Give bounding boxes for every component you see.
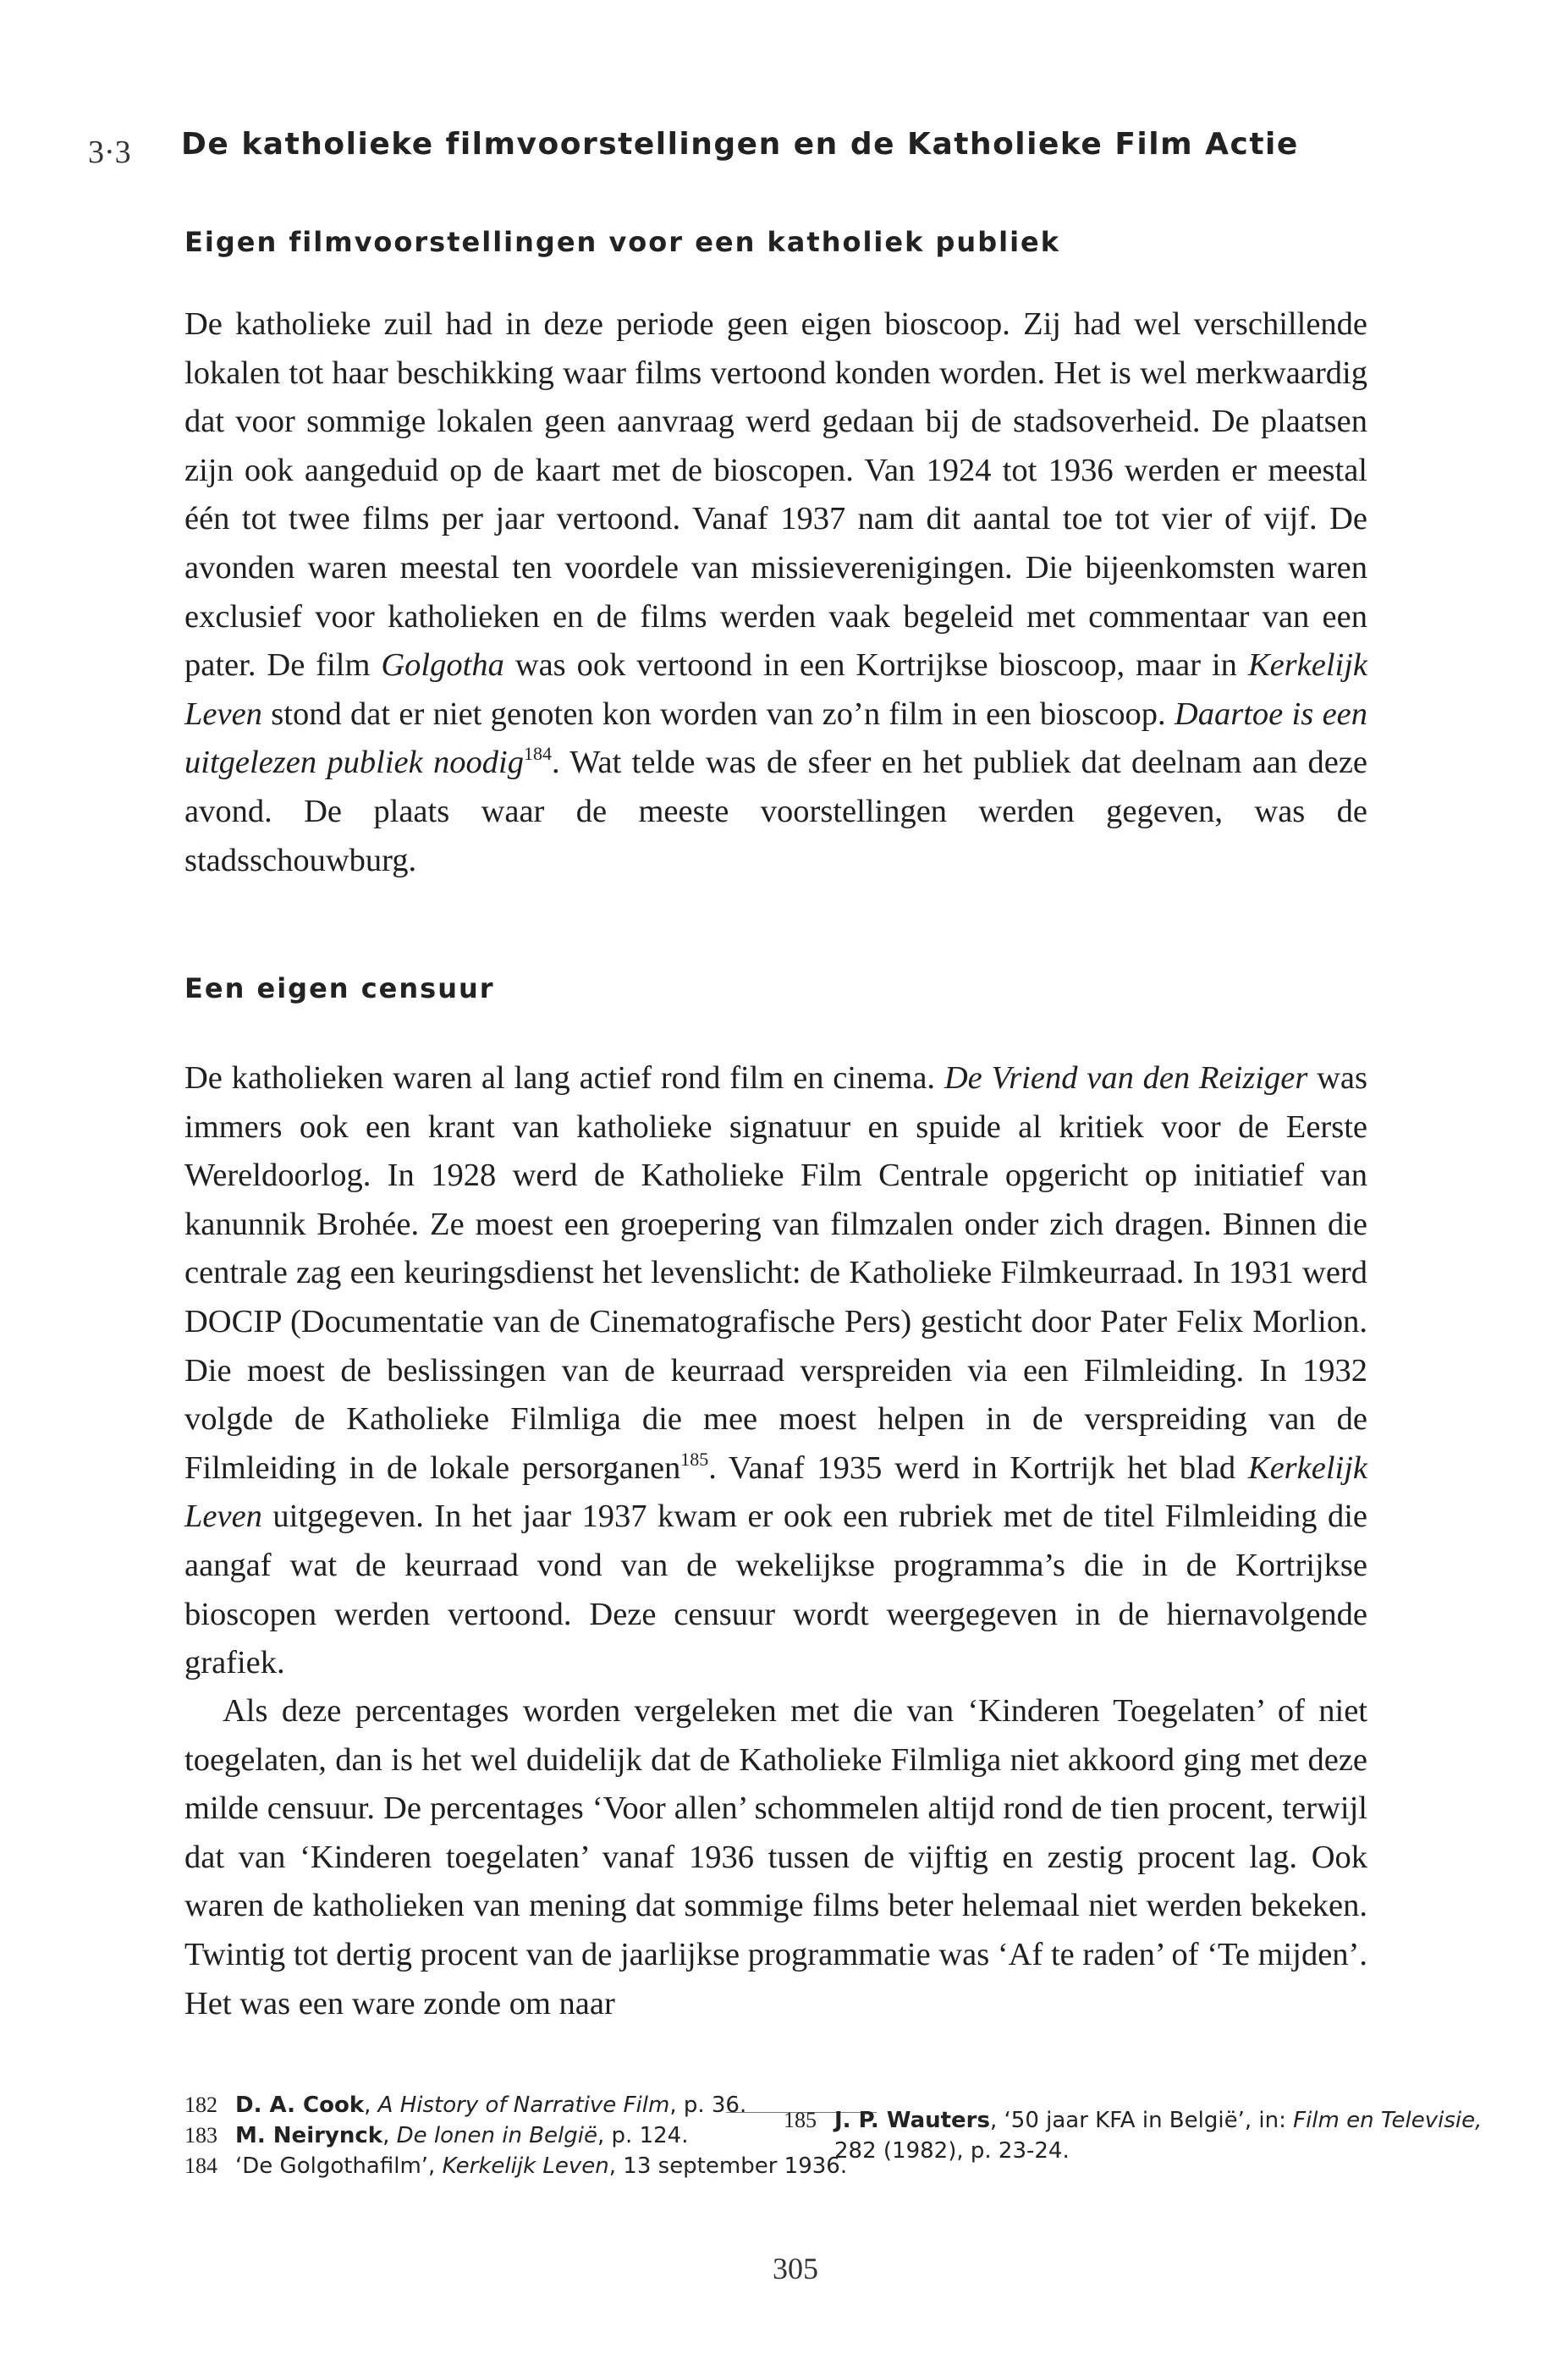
subsection-title-2: Een eigen censuur: [184, 972, 495, 1004]
paragraph-2: De katholieken waren al lang actief rond film en cinema. De Vriend van den Reiziger was immers ook een krant van katholieke signatuur en spuide al kritiek voor de Eerste Wereldoorlog. In 1928 werd de Katholieke Film Centrale opgericht op initiatief van kanunnik Brohée. Ze moest een groepering van filmzalen onder zich dragen. Binnen die centrale zag een keuringsdienst het levenslicht: de Katholieke Filmkeurraad. In 1931 werd DOCIP (Documentatie van de Cinematografische Pers) gesticht door Pater Felix Morlion. Die moest de beslissingen van de keurraad verspreiden via een Filmleiding. In 1932 volgde de Katholieke Filmliga die mee moest helpen in de verspreiding van de Filmleiding in de lokale persorganen$^{185}$. Vanaf 1935 werd in Kortrijk het blad Kerkelijk Leven uitgegeven. In het jaar 1937 kwam er ook een rubriek met de titel Filmleiding die aangaf wat de keurraad vond van de wekelijkse programma’s die in de Kortrijkse bioscopen werden vertoond. Deze censuur wordt weergegeven in de hiernavolgende grafiek.: [184, 1060, 1367, 1681]
subsection-title-1: Eigen filmvoorstellingen voor een katholiek publiek: [184, 226, 1061, 258]
footnote-ref-184[interactable]: 184: [524, 743, 553, 765]
footnote-184: 184 ‘De Golgothafilm’, Kerkelijk Leven, 13 september 1936.: [184, 2153, 848, 2179]
section-title: De katholieke filmvoorstellingen en de Katholieke Film Actie: [181, 127, 1299, 162]
section-number: 3·3: [88, 135, 131, 170]
paragraph-1: De katholieke zuil had in deze periode geen eigen bioscoop. Zij had wel verschillende lokalen tot haar beschikking waar films vertoond konden worden. Het is wel merkwaardig dat voor sommige lokalen geen aanvraag werd gedaan bij de stadsoverheid. De plaatsen zijn ook aangeduid op de kaart met de bioscopen. Van 1924 tot 1936 werden er meestal één tot twee films per jaar vertoond. Vanaf 1937 nam dit aantal toe tot vier of vijf. De avonden waren meestal ten voordele van missieverenigingen. Die bijeenkomsten waren exclusief voor katholieken en de films werden vaak begeleid met commentaar van een pater. De film Golgotha was ook vertoond in een Kortrijkse bioscoop, maar in Kerkelijk Leven stond dat er niet genoten kon worden van zo’n film in een bioscoop. Daartoe is een uitgelezen publiek noodig$^{184}$. Wat telde was de sfeer en het publiek dat deelnam aan deze avond. De plaats waar de meeste voorstellingen werden gegeven, was de stadsschouwburg.: [184, 306, 1367, 878]
footnote-185: 185 J. P. Wauters, ‘50 jaar KFA in België’, in: Film en Televisie, 282 (1982), p. 23-24.: [784, 2108, 1483, 2164]
footnote-183: 183 M. Neirynck, De lonen in België, p. 124.: [184, 2123, 689, 2148]
page-number: 305: [773, 2252, 818, 2285]
paragraph-3: Als deze percentages worden vergeleken met die van ‘Kinderen Toegelaten’ of niet toegelaten, dan is het wel duidelijk dat de Katholieke Filmliga niet akkoord ging met deze milde censuur. De percentages ‘Voor allen’ schommelen altijd rond de tien procent, terwijl dat van ‘Kinderen toegelaten’ vanaf 1936 tussen de vijftig en zestig procent lag. Ook waren de katholieken van mening dat sommige films beter helemaal niet werden bekeken. Twintig tot dertig procent van de jaarlijkse programmatie was ‘Af te raden’ of ‘Te mijden’. Het was een ware zonde om naar: [184, 1693, 1367, 2021]
footnote-ref-185[interactable]: 185: [680, 1448, 709, 1470]
footnote-182: 182 D. A. Cook, A History of Narrative Film, p. 36.: [184, 2093, 747, 2118]
